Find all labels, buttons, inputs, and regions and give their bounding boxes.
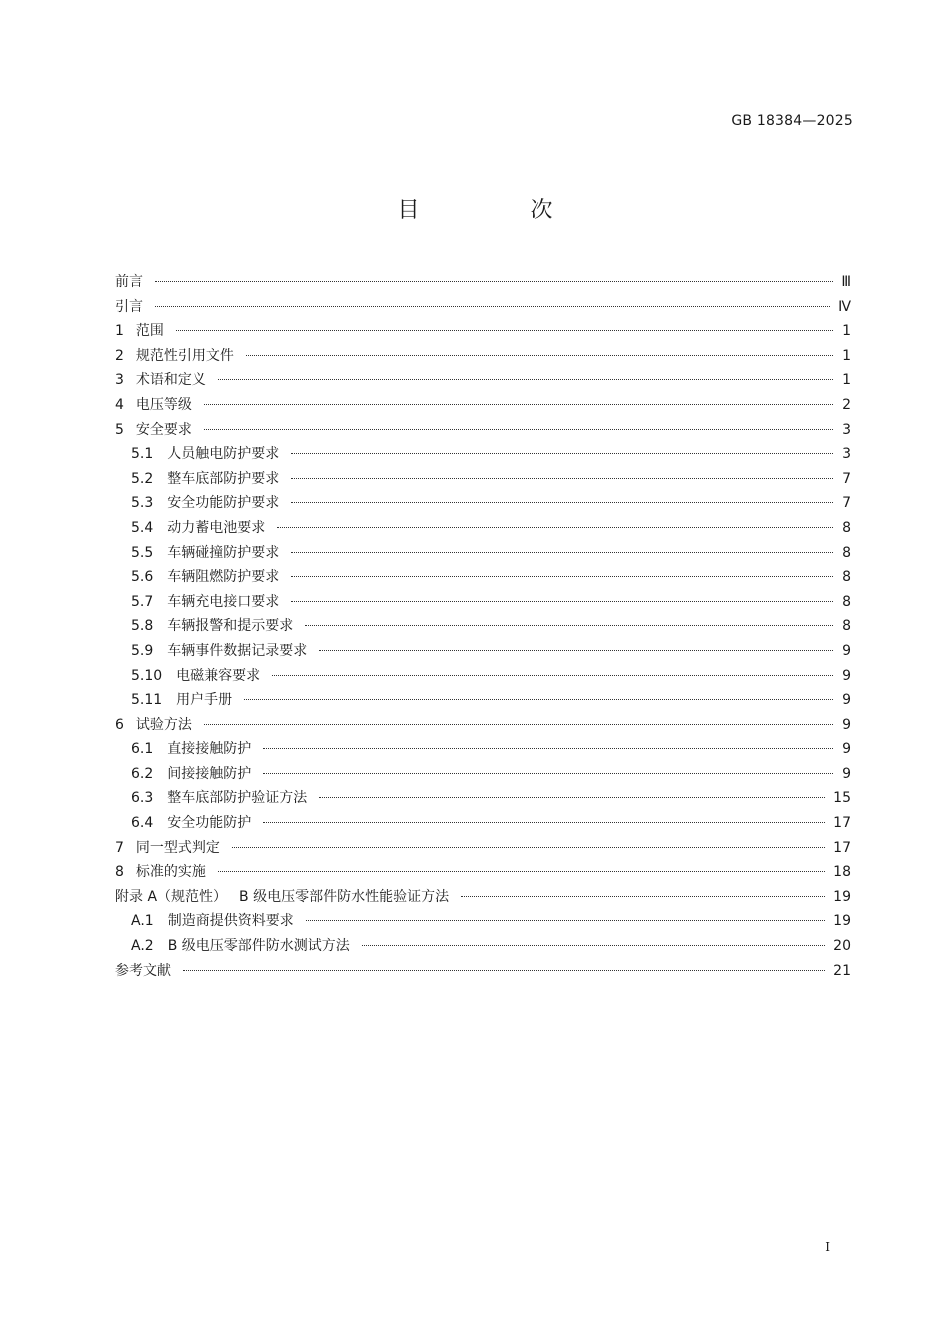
toc-entry-label [131, 616, 293, 636]
toc-entry[interactable] [115, 862, 851, 887]
toc-entry-text: 车辆充电接口要求 [167, 593, 280, 610]
dot-leader [244, 699, 833, 700]
toc-entry-number: 5.11 [131, 692, 163, 709]
toc-entry-number: 5 [115, 421, 124, 438]
toc-entry-text: 用户手册 [176, 692, 233, 709]
toc-entry-number: A.2 [131, 938, 154, 955]
toc-entry-label [131, 788, 307, 808]
toc-entry-page: 9 [842, 642, 851, 659]
toc-entry-page: Ⅲ [841, 274, 851, 290]
toc-entry-number: 5.7 [131, 593, 154, 610]
toc-entry[interactable] [115, 370, 851, 395]
toc-entry-label [131, 813, 251, 833]
toc-entry-page: 8 [842, 569, 851, 586]
toc-entry-label [131, 469, 279, 489]
toc-entry-label [131, 444, 279, 464]
toc-entry[interactable] [115, 690, 851, 715]
toc-entry-text: 电磁兼容要求 [176, 667, 261, 684]
toc-entry[interactable] [115, 592, 851, 617]
toc-entry-number: 5.4 [131, 519, 154, 536]
toc-entry-number: 5.9 [131, 642, 154, 659]
dot-leader [291, 601, 833, 602]
toc-entry[interactable] [115, 444, 851, 469]
toc-entry-page: Ⅳ [838, 298, 851, 315]
toc-entry-text: 同一型式判定 [135, 839, 220, 856]
toc-entry-number: 5.8 [131, 618, 154, 635]
toc-entry-page: 19 [833, 888, 851, 905]
toc-entry-page: 20 [833, 938, 851, 955]
toc-entry-number: A.1 [131, 913, 154, 930]
toc-entry-text: 整车底部防护要求 [167, 470, 280, 487]
toc-entry[interactable] [115, 493, 851, 518]
dot-leader [218, 379, 833, 380]
dot-leader [291, 552, 833, 553]
toc-entry-text: 直接接触防护 [167, 741, 252, 758]
toc-entry-page: 3 [842, 446, 851, 463]
toc-entry-page: 8 [842, 593, 851, 610]
toc-entry[interactable] [115, 764, 851, 789]
toc-entry-label [115, 961, 171, 981]
toc-entry-text: 动力蓄电池要求 [167, 519, 266, 536]
toc-entry[interactable] [115, 272, 851, 297]
dot-leader [291, 502, 833, 503]
toc-entry-page: 9 [842, 692, 851, 709]
toc-entry-text: 前言 [115, 274, 143, 290]
toc-entry-label [115, 370, 206, 390]
toc-entry[interactable] [115, 936, 851, 961]
toc-entry-label [131, 518, 265, 538]
toc-entry-text: 安全功能防护 [167, 815, 252, 832]
toc-entry-number: 6.3 [131, 790, 154, 807]
dot-leader [291, 576, 833, 577]
toc-entry[interactable] [115, 887, 851, 912]
toc-entry-page: 8 [842, 519, 851, 536]
toc-entry[interactable] [115, 961, 851, 986]
toc-entry-label [115, 420, 192, 440]
dot-leader [319, 650, 833, 651]
toc-entry[interactable] [115, 346, 851, 371]
toc-entry-number: 6 [115, 716, 124, 733]
toc-entry-number: 附录 A（规范性） [115, 888, 228, 905]
toc-entry-text: 人员触电防护要求 [167, 446, 280, 463]
toc-entry-text: 安全功能防护要求 [167, 495, 280, 512]
toc-entry-text: 试验方法 [135, 716, 192, 733]
dot-leader [461, 896, 825, 897]
dot-leader [204, 724, 833, 725]
dot-leader [277, 527, 833, 528]
toc-entry-page: 21 [833, 962, 851, 979]
toc-entry-page: 8 [842, 544, 851, 561]
dot-leader [291, 478, 833, 479]
toc-entry-label [131, 936, 350, 956]
toc-entry-page: 1 [842, 372, 851, 389]
toc-entry-label [115, 272, 143, 292]
toc-entry[interactable] [115, 420, 851, 445]
dot-leader [291, 453, 833, 454]
toc-entry-page: 9 [842, 667, 851, 684]
toc-entry-label [115, 395, 192, 415]
toc-entry-label [115, 887, 449, 907]
toc-entry[interactable] [115, 666, 851, 691]
dot-leader [204, 429, 833, 430]
toc-entry-text: B 级电压零部件防水性能验证方法 [239, 888, 450, 905]
toc-entry-text: 安全要求 [135, 421, 192, 438]
toc-entry[interactable] [115, 518, 851, 543]
dot-leader [155, 281, 833, 282]
dot-leader [305, 625, 833, 626]
toc-entry-text: 引言 [115, 298, 143, 315]
toc-entry-number: 5.10 [131, 667, 163, 684]
toc-entry-number: 5.6 [131, 569, 154, 586]
toc-entry-number: 8 [115, 864, 124, 881]
dot-leader [218, 871, 825, 872]
toc-entry-text: 电压等级 [135, 396, 192, 413]
toc-entry[interactable] [115, 739, 851, 764]
dot-leader [263, 822, 825, 823]
toc-entry-text: 术语和定义 [135, 372, 206, 389]
dot-leader [155, 306, 830, 307]
table-of-contents [115, 272, 851, 985]
toc-entry-label [131, 641, 307, 661]
toc-entry-page: 3 [842, 421, 851, 438]
toc-entry-label [115, 346, 234, 366]
toc-entry-page: 9 [842, 716, 851, 733]
toc-entry-label [131, 739, 251, 759]
toc-entry-label [131, 493, 279, 513]
page-number: I [825, 1240, 830, 1254]
toc-entry[interactable] [115, 543, 851, 568]
toc-entry-number: 7 [115, 839, 124, 856]
toc-entry-text: 车辆碰撞防护要求 [167, 544, 280, 561]
toc-entry-text: 标准的实施 [135, 864, 206, 881]
toc-entry[interactable] [115, 838, 851, 863]
dot-leader [306, 920, 825, 921]
toc-entry-label [115, 321, 164, 341]
toc-entry-page: 9 [842, 765, 851, 782]
toc-entry[interactable] [115, 616, 851, 641]
toc-entry[interactable] [115, 813, 851, 838]
dot-leader [204, 404, 833, 405]
toc-entry-text: 范围 [135, 323, 164, 340]
dot-leader [319, 797, 825, 798]
toc-entry-label [131, 543, 279, 563]
toc-entry[interactable] [115, 567, 851, 592]
dot-leader [272, 675, 833, 676]
toc-entry-text: 间接接触防护 [167, 765, 252, 782]
toc-entry-text: 整车底部防护验证方法 [167, 790, 308, 807]
dot-leader [232, 847, 825, 848]
toc-entry-label [115, 297, 143, 317]
dot-leader [263, 773, 833, 774]
toc-entry-number: 2 [115, 347, 124, 364]
toc-entry-number: 6.2 [131, 765, 154, 782]
toc-entry[interactable] [115, 911, 851, 936]
toc-entry-label [131, 592, 279, 612]
toc-entry[interactable] [115, 788, 851, 813]
toc-entry[interactable] [115, 469, 851, 494]
toc-entry-text: 制造商提供资料要求 [167, 913, 294, 930]
standard-code: GB 18384—2025 [731, 113, 853, 129]
toc-entry-number: 5.1 [131, 446, 154, 463]
toc-entry-text: 车辆报警和提示要求 [167, 618, 294, 635]
toc-entry-label [115, 838, 220, 858]
toc-entry-label [115, 862, 206, 882]
toc-entry-label [131, 764, 251, 784]
toc-entry-text: 车辆阻燃防护要求 [167, 569, 280, 586]
toc-entry-text: 车辆事件数据记录要求 [167, 642, 308, 659]
toc-entry-label [131, 690, 232, 710]
toc-entry-label [131, 911, 294, 931]
toc-entry-page: 17 [833, 839, 851, 856]
toc-entry-text: 规范性引用文件 [135, 347, 234, 364]
toc-entry[interactable] [115, 321, 851, 346]
toc-entry-label [131, 666, 260, 686]
dot-leader [176, 330, 833, 331]
toc-entry-page: 2 [842, 396, 851, 413]
toc-entry[interactable] [115, 395, 851, 420]
dot-leader [183, 970, 825, 971]
toc-entry-page: 19 [833, 913, 851, 930]
toc-entry-number: 4 [115, 396, 124, 413]
toc-entry-number: 5.2 [131, 470, 154, 487]
toc-entry[interactable] [115, 715, 851, 740]
toc-entry-number: 6.1 [131, 741, 154, 758]
toc-entry-page: 1 [842, 347, 851, 364]
toc-entry-number: 5.3 [131, 495, 154, 512]
toc-entry-page: 18 [833, 864, 851, 881]
toc-entry-label [131, 567, 279, 587]
page-title: 目 次 [397, 198, 605, 223]
toc-entry-page: 7 [842, 470, 851, 487]
toc-entry-text: B 级电压零部件防水测试方法 [167, 938, 350, 955]
toc-entry-text: 参考文献 [115, 962, 171, 979]
toc-entry-page: 9 [842, 741, 851, 758]
toc-entry-page: 8 [842, 618, 851, 635]
toc-entry-label [115, 715, 192, 735]
toc-entry-page: 15 [833, 790, 851, 807]
toc-entry-page: 1 [842, 323, 851, 340]
toc-entry-page: 7 [842, 495, 851, 512]
dot-leader [246, 355, 833, 356]
toc-entry-number: 3 [115, 372, 124, 389]
toc-entry-page: 17 [833, 815, 851, 832]
toc-entry[interactable] [115, 641, 851, 666]
dot-leader [263, 748, 833, 749]
toc-entry-number: 6.4 [131, 815, 154, 832]
toc-entry[interactable] [115, 297, 851, 322]
dot-leader [362, 945, 825, 946]
toc-entry-number: 1 [115, 323, 124, 340]
toc-entry-number: 5.5 [131, 544, 154, 561]
